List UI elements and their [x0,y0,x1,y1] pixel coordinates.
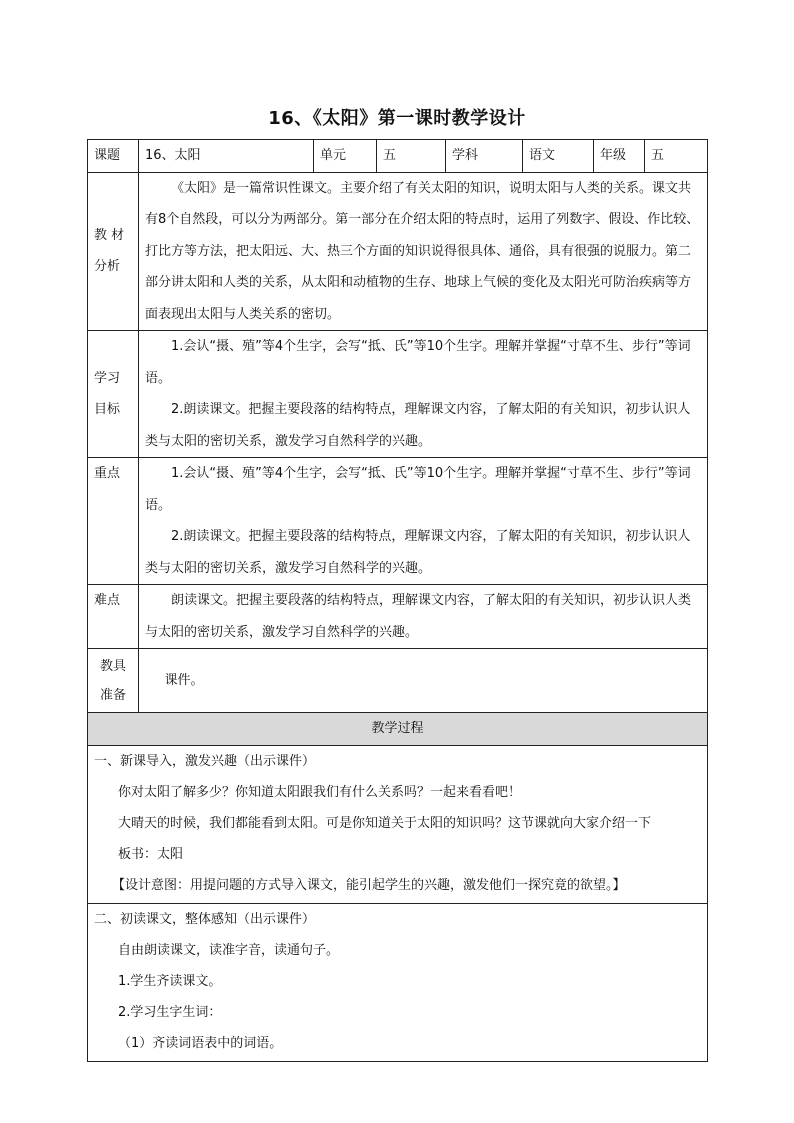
process-section-2 [88,903,708,1061]
subject-value: 语文 [523,140,594,173]
section-2-line: 2.学习生字生词： [118,1004,222,1020]
goals-label [88,331,139,458]
process-section-2-row [88,903,708,1061]
lesson-value: 16、太阳 [139,140,314,173]
key-points-label: 重点 [88,458,139,585]
analysis-label [88,172,139,331]
difficulties-label: 难点 [88,585,139,649]
goal-item: 2.朗读课文。把握主要段落的结构特点，理解课文内容，了解太阳的有关知识，初步认识人类与太阳的密切关系，激发学习自然科学的兴趣。 [145,402,691,449]
unit-label: 单元 [314,140,377,173]
analysis-label-line1: 教 材 [94,228,125,244]
goals-row [88,331,708,458]
difficulties-content [139,585,708,649]
page-title: 16、《太阳》第一课时教学设计 [268,108,526,129]
section-2-line: 自由朗读课文，读准字音，读通句子。 [118,942,340,958]
header-row [88,140,708,173]
section-1-line: 大晴天的时候，我们都能看到太阳。可是你知道关于太阳的知识吗？这节课就向大家介绍一下 [118,815,652,831]
goals-label-line2: 目标 [94,402,121,417]
process-section-1-row [88,745,708,903]
goals-label-line1: 学习 [94,371,121,386]
materials-row [88,649,708,713]
materials-text: 课件。 [164,672,204,688]
analysis-text: 《太阳》是一篇常识性课文。主要介绍了有关太阳的知识，说明太阳与人类的关系。课文共有8个自然段，可以分为两部分。第一部分在介绍太阳的特点时，运用了列数字、假设、作比较、打比方等方法，把太阳远、大、热三个方面的知识说得很具体、通俗，具有很强的说服力。第二部分讲太阳和人类的关系，从太阳和动植物的生存、地球上气候的变化及太阳光可防治疾病等方面表现出太阳与人类关系的密切。 [145,180,700,322]
key-point-item: 2.朗读课文。把握主要段落的结构特点，理解课文内容，了解太阳的有关知识，初步认识人类与太阳的密切关系，激发学习自然科学的兴趣。 [145,529,691,576]
analysis-label-line2: 分析 [94,259,121,275]
section-2-line: （1）齐读词语表中的词语。 [118,1035,283,1051]
section-2-line: 1.学生齐读课文。 [118,973,222,989]
materials-label [88,649,139,713]
materials-label-line2: 准备 [99,687,126,703]
difficulties-text: 朗读课文。把握主要段落的结构特点，理解课文内容，了解太阳的有关知识，初步认识人类与太阳的密切关系，激发学习自然科学的兴趣。 [145,593,692,640]
key-point-item: 1.会认“摄、殖”等4个生字，会写“抵、氏”等10个生字。理解并掌握“寸草不生、步行”等词语。 [145,466,691,513]
subject-label: 学科 [446,140,523,173]
materials-label-line1: 教具 [99,658,126,674]
process-header-row [88,713,708,746]
grade-value: 五 [645,140,708,173]
difficulties-row [88,585,708,649]
goals-content [139,331,708,458]
section-1-line: 你对太阳了解多少？你知道太阳跟我们有什么关系吗？一起来看看吧！ [118,784,522,800]
grade-label: 年级 [594,140,645,173]
section-1-design-note: 【设计意图：用提问题的方式导入课文，能引起学生的兴趣，激发他们一探究竟的欲望。】 [112,877,626,893]
section-1-line: 板书：太阳 [118,846,184,862]
analysis-content [139,172,708,331]
unit-value: 五 [377,140,446,173]
materials-content [139,649,708,713]
process-header: 教学过程 [88,713,708,746]
lesson-plan-table [87,139,708,1062]
process-section-1 [88,745,708,903]
lesson-label: 课题 [88,140,139,173]
section-1-heading: 一、新课导入，激发兴趣（出示课件） [94,753,316,769]
key-points-row [88,458,708,585]
section-2-heading: 二、初读课文，整体感知（出示课件） [94,911,316,927]
key-points-content [139,458,708,585]
analysis-row [88,172,708,331]
goal-item: 1.会认“摄、殖”等4个生字，会写“抵、氏”等10个生字。理解并掌握“寸草不生、步行”等词语。 [145,339,691,386]
